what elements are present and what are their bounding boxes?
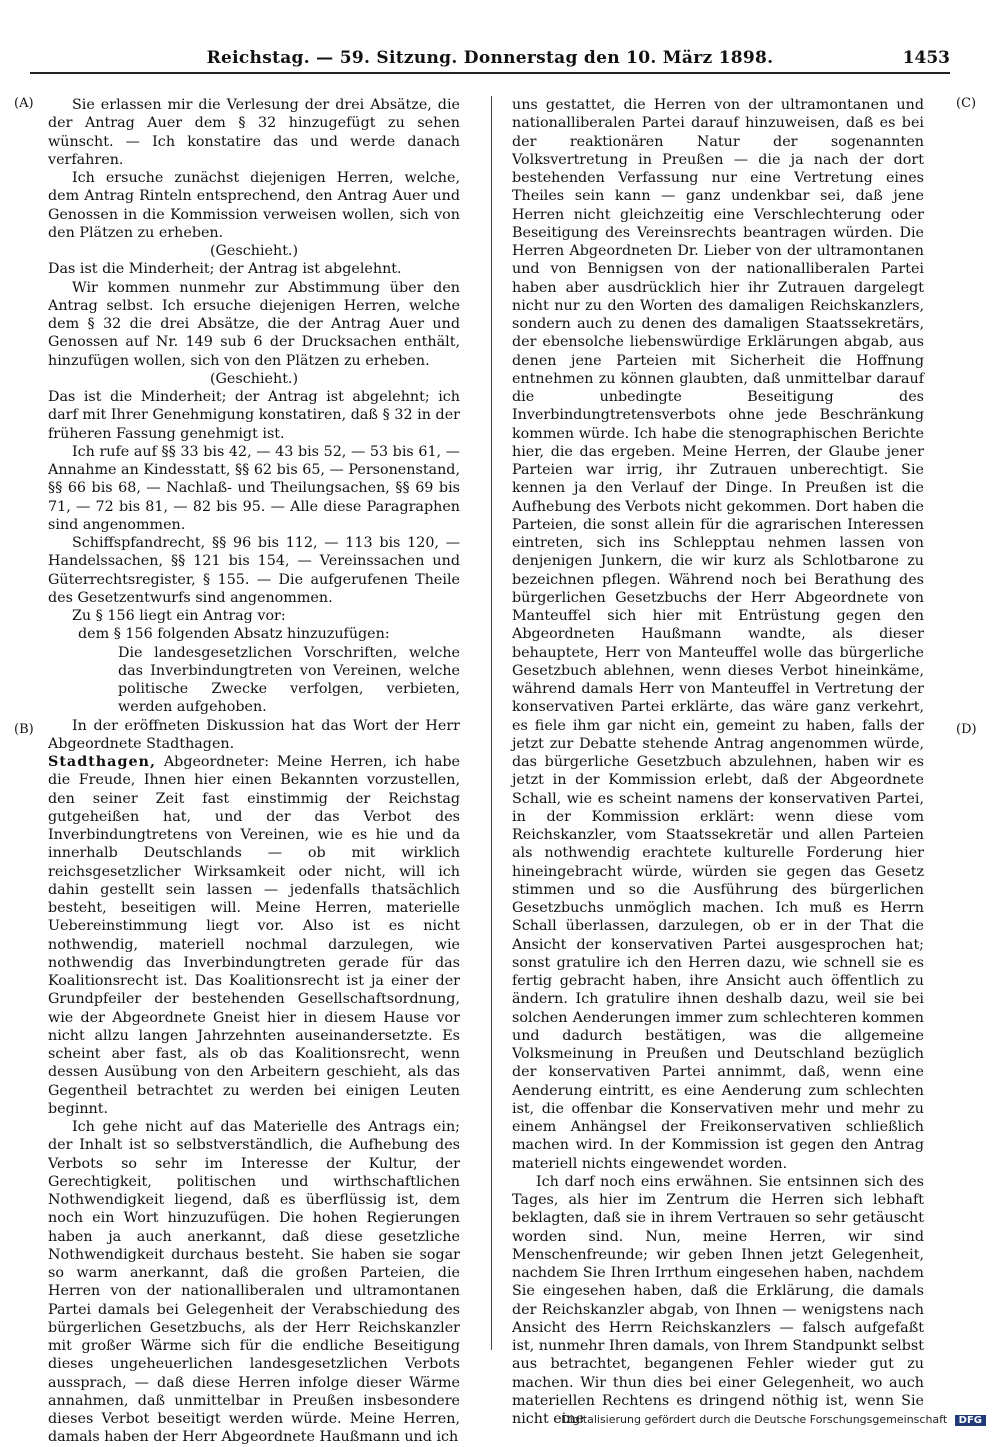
paragraph: uns gestattet, die Herren von der ultramontanen und nationalliberalen Partei darauf hinzuweisen, daß es bei der reaktionären Natur der sogenannten Volksvertretung in Preußen — die ja nach der dort bestehenden Verfassung nur eine Vertretung eines Theiles sein kann — ganz undenkbar sei, daß jene Herren nicht gleichzeitig eine Verschlechterung oder Beseitigung des Vereinsrechts beantragen würden. Die Herren Abgeordneten Dr. Lieber von der ultramontanen und von Bennigsen von der nationalliberalen Partei haben aber ausdrücklich hier ihr Zutrauen dargelegt nicht nur zu den Worten des damaligen Reichskanzlers, sondern auch zu denen des damaligen Staatssekretärs, der ebensolche liebenswürdige Erklärungen abgab, aus denen jene Parteien mit Sicherheit die Hoffnung entnehmen zu können glaubten, daß unmittelbar darauf die unbedingte Beseitigung des Inverbindungtretensverbots ohne jede Beschränkung kommen würde. Ich habe die stenographischen Berichte hier, die das ergeben. Meine Herren, der Glaube jener Parteien war irrig, ihr Zutrauen unberechtigt. Sie kennen ja den Verlauf der Dinge. In Preußen ist die Aufhebung des Verbots nicht gekommen. Dort haben die Parteien, die sonst allein für die agrarischen Interessen eintreten, sich ins Schlepptau nehmen lassen von denjenigen Junkern, die wir kurz als Schlotbarone zu bezeichnen pflegen. Während noch bei Berathung des bürgerlichen Gesetzbuchs der Herr Abgeordnete von Manteuffel sich hier mit Entrüstung gegen den Abgeordneten Haußmann wandte, als dieser behauptete, Herr von Manteuffel wolle das bürgerliche Gesetzbuch ablehnen, wenn dieses Verbot hineinkäme, während damals Herr von Manteuffel in Vertretung der konservativen Partei erklärte, das wäre ganz verkehrt, es fiele ihm gar nicht ein, gemeint zu haben, falls der jetzt zur Debatte stehende Antrag angenommen würde, das bürgerliche Gesetzbuch abzulehnen, haben wir es jetzt in der Kommission erlebt, daß der Abgeordnete Schall, wie es scheint namens der konservativen Partei, in der Kommission erklärt: wenn diese vom Reichskanzler, vom Staatssekretär und allen Parteien als nothwendig erachtete kulturelle Forderung hier hineingebracht würde, würden sie gegen das Gesetz stimmen und so die Ausführung des bürgerlichen Gesetzbuchs unmöglich machen. Ich muß es Herrn Schall überlassen, darzulegen, ob er in der That die Ansicht der konservativen Partei ausgesprochen hat; sonst gratulire ich den Herren dazu, wie schnell sie es fertig gebracht haben, ihre Ansicht auch öffentlich zu ändern. Ich gratulire ihnen deshalb dazu, weil sie bei solchen Aenderungen immer zum schlechteren kommen und dadurch bestätigen, was die allgemeine Volksmeinung in Preußen und Deutschland bezüglich der konservativen Partei annimmt, daß, wenn eine Aenderung eintritt, es eine Aenderung zum schlechten ist, die offenbar die Konservativen mehr und mehr zu einem Anhängsel der Freikonservativen schließlich machen wird. In der Kommission ist gegen den Antrag materiell nichts eingewendet worden.	[512, 97, 924, 1172]
stage-direction: (Geschieht.)	[209, 370, 299, 387]
credit-text: Digitalisierung gefördert durch die Deutsche Forschungsgemeinschaft	[561, 1413, 948, 1426]
paragraph: Wir kommen nunmehr zur Abstimmung über den Antrag selbst. Ich ersuche diejenigen Herren, welche dem § 32 die drei Absätze, die der Antrag Auer und Genossen auf Nr. 149 sub 6 der Drucksachen enthält, hinzufügen wollen, sich von den Plätzen zu erheben.	[48, 279, 460, 369]
paragraph: Ich ersuche zunächst diejenigen Herren, welche, dem Antrag Rinteln entsprechend, den Antrag Auer und Genossen in die Kommission verweisen wollen, sich von den Plätzen zu erheben.	[48, 170, 460, 241]
page-header	[30, 46, 950, 74]
motion-text: dem § 156 folgenden Absatz hinzuzufügen:	[78, 626, 390, 643]
page-number: 1453	[902, 48, 950, 68]
paragraph: Das ist die Minderheit; der Antrag ist abgelehnt.	[48, 261, 402, 278]
stage-direction: (Geschieht.)	[209, 243, 299, 259]
speech-paragraph	[48, 753, 460, 1118]
column-divider	[491, 96, 492, 1350]
margin-marker-d: (D)	[956, 722, 977, 737]
paragraph: Ich rufe auf §§ 33 bis 42, — 43 bis 52, — 53 bis 61, — Annahme an Kindesstatt, §§ 62 bis 65, — Personenstand, §§ 66 bis 68, — Nachlaß- und Theilungsachen, §§ 69 bis 71, — 72 bis 81, — 82 bis 95. — Alle diese Paragraphen sind angenommen.	[48, 443, 460, 533]
motion-text: Die landesgesetzlichen Vorschriften, welche das Inverbindungtreten von Vereinen, welche politische Zwecke verfolgen, verbieten, werden aufgehoben.	[118, 644, 460, 716]
digitization-credit	[561, 1413, 986, 1426]
paragraph: Zu § 156 liegt ein Antrag vor:	[72, 608, 286, 624]
margin-marker-b: (B)	[14, 722, 34, 737]
speaker-name: Stadthagen,	[48, 754, 156, 770]
left-column	[48, 96, 460, 1447]
margin-marker-c: (C)	[956, 96, 977, 111]
paragraph: Ich gehe nicht auf das Materielle des Antrags ein; der Inhalt ist so selbstverständlich, die Aufhebung des Verbots so sehr im Interesse der Kultur, der Gerechtigkeit, politischen und wirthschaftlichen Nothwendigkeit liegend, daß es überflüssig ist, dem noch ein Wort hinzuzufügen. Die hohen Regierungen haben ja auch anerkannt, daß diese gesetzliche Nothwendigkeit durchaus besteht. Sie haben sie sogar so warm anerkannt, daß die großen Parteien, die Herren von der nationalliberalen und ultramontanen Partei damals bei Gelegenheit der Verabschiedung des bürgerlichen Gesetzbuchs, als der Herr Reichskanzler mit großer Wärme sich für die endliche Beseitigung dieses ungeheuerlichen landesgesetzlichen Verbots aussprach, — daß diese Herren infolge dieser Wärme annahmen, daß unmittelbar in Preußen insbesondere dieses Verbot beseitigt werden würde. Meine Herren, damals haben der Herr Abgeordnete Haußmann und ich	[48, 1119, 460, 1446]
dfg-logo: DFG	[955, 1415, 986, 1426]
right-column	[512, 96, 924, 1428]
margin-marker-a: (A)	[14, 96, 34, 111]
paragraph: Schiffspfandrecht, §§ 96 bis 112, — 113 bis 120, — Handelssachen, §§ 121 bis 154, — Vereinssachen und Güterrechtsregister, § 155. — Die aufgerufenen Theile des Gesetzentwurfs sind angenommen.	[48, 535, 460, 606]
paragraph: Ich darf noch eins erwähnen. Sie entsinnen sich des Tages, als hier im Zentrum die Herren sich lebhaft beklagten, daß sie in ihrem Vertrauen so sehr getäuscht worden sind. Nun, meine Herren, wir sind Menschenfreunde; wir geben Ihnen jetzt Gelegenheit, nachdem Sie Ihren Irrthum eingesehen haben, nachdem Sie eingesehen haben, daß die Erklärung, die damals der Reichskanzler abgab, von Ihnen — wenigstens nach Ansicht des Herrn Reichskanzlers — falsch aufgefaßt ist, nunmehr Ihren damals, von Ihrem Standpunkt selbst aus betrachtet, begangenen Fehler wieder gut zu machen. Wir thun dies bei einer Gelegenheit, wo auch materiellen Rechtens es dringend nöthig ist, wenn Sie nicht eine	[512, 1173, 924, 1427]
paragraph: Sie erlassen mir die Verlesung der drei Absätze, die der Antrag Auer dem § 32 hinzugefügt zu sehen wünscht. — Ich konstatire das und werde danach verfahren.	[48, 97, 460, 168]
paragraph: Das ist die Minderheit; der Antrag ist abgelehnt; ich darf mit Ihrer Genehmigung konstatiren, daß § 32 in der früheren Fassung genehmigt ist.	[48, 389, 460, 442]
speech-text: Abgeordneter: Meine Herren, ich habe die Freude, Ihnen hier einen Bekannten vorzustellen, den seiner Zeit fast einstimmig der Reichstag gutgeheißen hat, und der das Verbot des Inverbindungtretens von Vereinen, wie es hie und da innerhalb Deutschlands — ob mit wirklich reichsgesetzlicher Wirksamkeit oder nicht, will ich dahin gestellt sein lassen — jedenfalls thatsächlich besteht, beseitigen will. Meine Herren, materielle Uebereinstimmung liegt vor. Also ist es nicht nothwendig, materiell nochmal darzulegen, wie nothwendig das Inverbindungtreten gerade für das Koalitionsrecht ist. Das Koalitionsrecht ist ja einer der Grundpfeiler der bestehenden Gesellschaftsordnung, wie der Abgeordnete Gneist hier in diesem Hause vor nicht allzu langen Jahrzehnten auseinandersetzte. Es scheint aber fast, als ob das Koalitionsrecht, wenn dessen Ausübung von den Arbeitern geschieht, als das Gegentheil betrachtet zu werden bei einigen Leuten beginnt.	[48, 754, 461, 1117]
running-title: Reichstag. — 59. Sitzung. Donnerstag den 10. März 1898.	[206, 48, 774, 68]
paragraph: In der eröffneten Diskussion hat das Wort der Herr Abgeordnete Stadthagen.	[48, 717, 460, 752]
